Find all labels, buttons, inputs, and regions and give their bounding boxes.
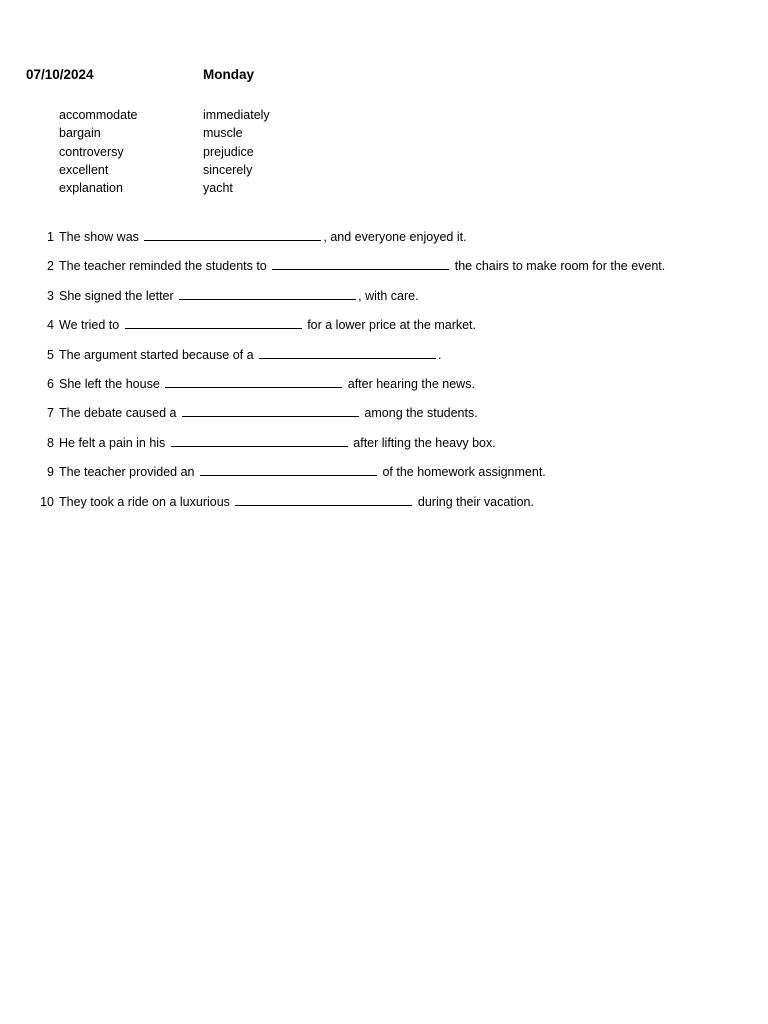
- sentence-number: 6: [47, 376, 54, 391]
- vocab-word: controversy: [59, 144, 124, 159]
- answer-blank: [235, 492, 412, 506]
- sentence-after: .: [438, 347, 442, 362]
- sentence-after: , with care.: [358, 288, 419, 303]
- sentence-text: [59, 462, 546, 482]
- vocab-word: sincerely: [203, 162, 253, 177]
- sentence-text: [59, 374, 475, 394]
- answer-blank: [200, 462, 377, 476]
- sentence-before: The teacher reminded the students to: [59, 259, 267, 274]
- sentence-after: the chairs to make room for the event.: [454, 259, 666, 274]
- answer-blank: [259, 345, 436, 359]
- sentence-number: 9: [47, 465, 54, 480]
- sentence-row: [0, 227, 768, 256]
- sentence-after: during their vacation.: [417, 494, 534, 509]
- sentence-number: 10: [40, 494, 54, 509]
- sentence-number: 1: [47, 230, 54, 244]
- sentence-before: She signed the letter: [59, 288, 174, 303]
- sentence-text: [59, 286, 419, 306]
- date-label: 07/10/2024: [26, 67, 94, 82]
- sentence-number: 7: [47, 406, 54, 421]
- sentence-row: [0, 286, 768, 315]
- day-label: Monday: [203, 67, 255, 82]
- sentence-number: 3: [47, 288, 54, 303]
- answer-blank: [182, 403, 359, 417]
- sentence-after: of the homework assignment.: [382, 465, 546, 480]
- sentence-text: [59, 345, 442, 365]
- word-column-left: [59, 106, 138, 197]
- vocab-word: explanation: [59, 181, 123, 196]
- sentence-row: [0, 345, 768, 374]
- sentence-number: 8: [47, 435, 54, 450]
- sentence-text: [59, 403, 478, 423]
- answer-blank: [272, 256, 449, 270]
- answer-blank: [144, 227, 321, 241]
- sentence-before: They took a ride on a luxurious: [59, 494, 230, 509]
- sentence-row: [0, 403, 768, 432]
- sentence-text: [59, 492, 534, 512]
- vocab-word: prejudice: [203, 144, 254, 159]
- answer-blank: [179, 286, 356, 300]
- word-column-right: [203, 106, 270, 197]
- sentence-text: [59, 315, 476, 335]
- fill-in-sentences: [0, 227, 768, 521]
- vocab-word: excellent: [59, 162, 109, 177]
- sentence-after: after lifting the heavy box.: [353, 435, 496, 450]
- sentence-row: [0, 462, 768, 491]
- answer-blank: [125, 315, 302, 329]
- sentence-after: , and everyone enjoyed it.: [323, 230, 467, 244]
- answer-blank: [171, 433, 348, 447]
- sentence-before: We tried to: [59, 318, 120, 333]
- sentence-before: The argument started because of a: [59, 347, 254, 362]
- answer-blank: [165, 374, 342, 388]
- sentence-row: [0, 433, 768, 462]
- worksheet-header: [0, 67, 768, 85]
- sentence-text: [59, 433, 496, 453]
- vocab-word: accommodate: [59, 108, 138, 122]
- sentence-text: [59, 256, 665, 276]
- sentence-number: 4: [47, 318, 54, 333]
- sentence-after: among the students.: [364, 406, 478, 421]
- sentence-before: The debate caused a: [59, 406, 177, 421]
- sentence-row: [0, 315, 768, 344]
- sentence-before: The teacher provided an: [59, 465, 195, 480]
- vocab-word: yacht: [203, 181, 233, 196]
- vocab-word: muscle: [203, 126, 243, 141]
- sentence-after: for a lower price at the market.: [307, 318, 477, 333]
- sentence-after: after hearing the news.: [347, 376, 475, 391]
- sentence-before: She left the house: [59, 376, 160, 391]
- sentence-number: 5: [47, 347, 54, 362]
- sentence-row: [0, 492, 768, 521]
- vocab-word: immediately: [203, 108, 270, 122]
- sentence-number: 2: [47, 259, 54, 274]
- sentence-before: The show was: [59, 230, 139, 244]
- sentence-row: [0, 256, 768, 285]
- sentence-row: [0, 374, 768, 403]
- vocab-word: bargain: [59, 126, 101, 141]
- sentence-before: He felt a pain in his: [59, 435, 166, 450]
- sentence-text: [59, 227, 467, 247]
